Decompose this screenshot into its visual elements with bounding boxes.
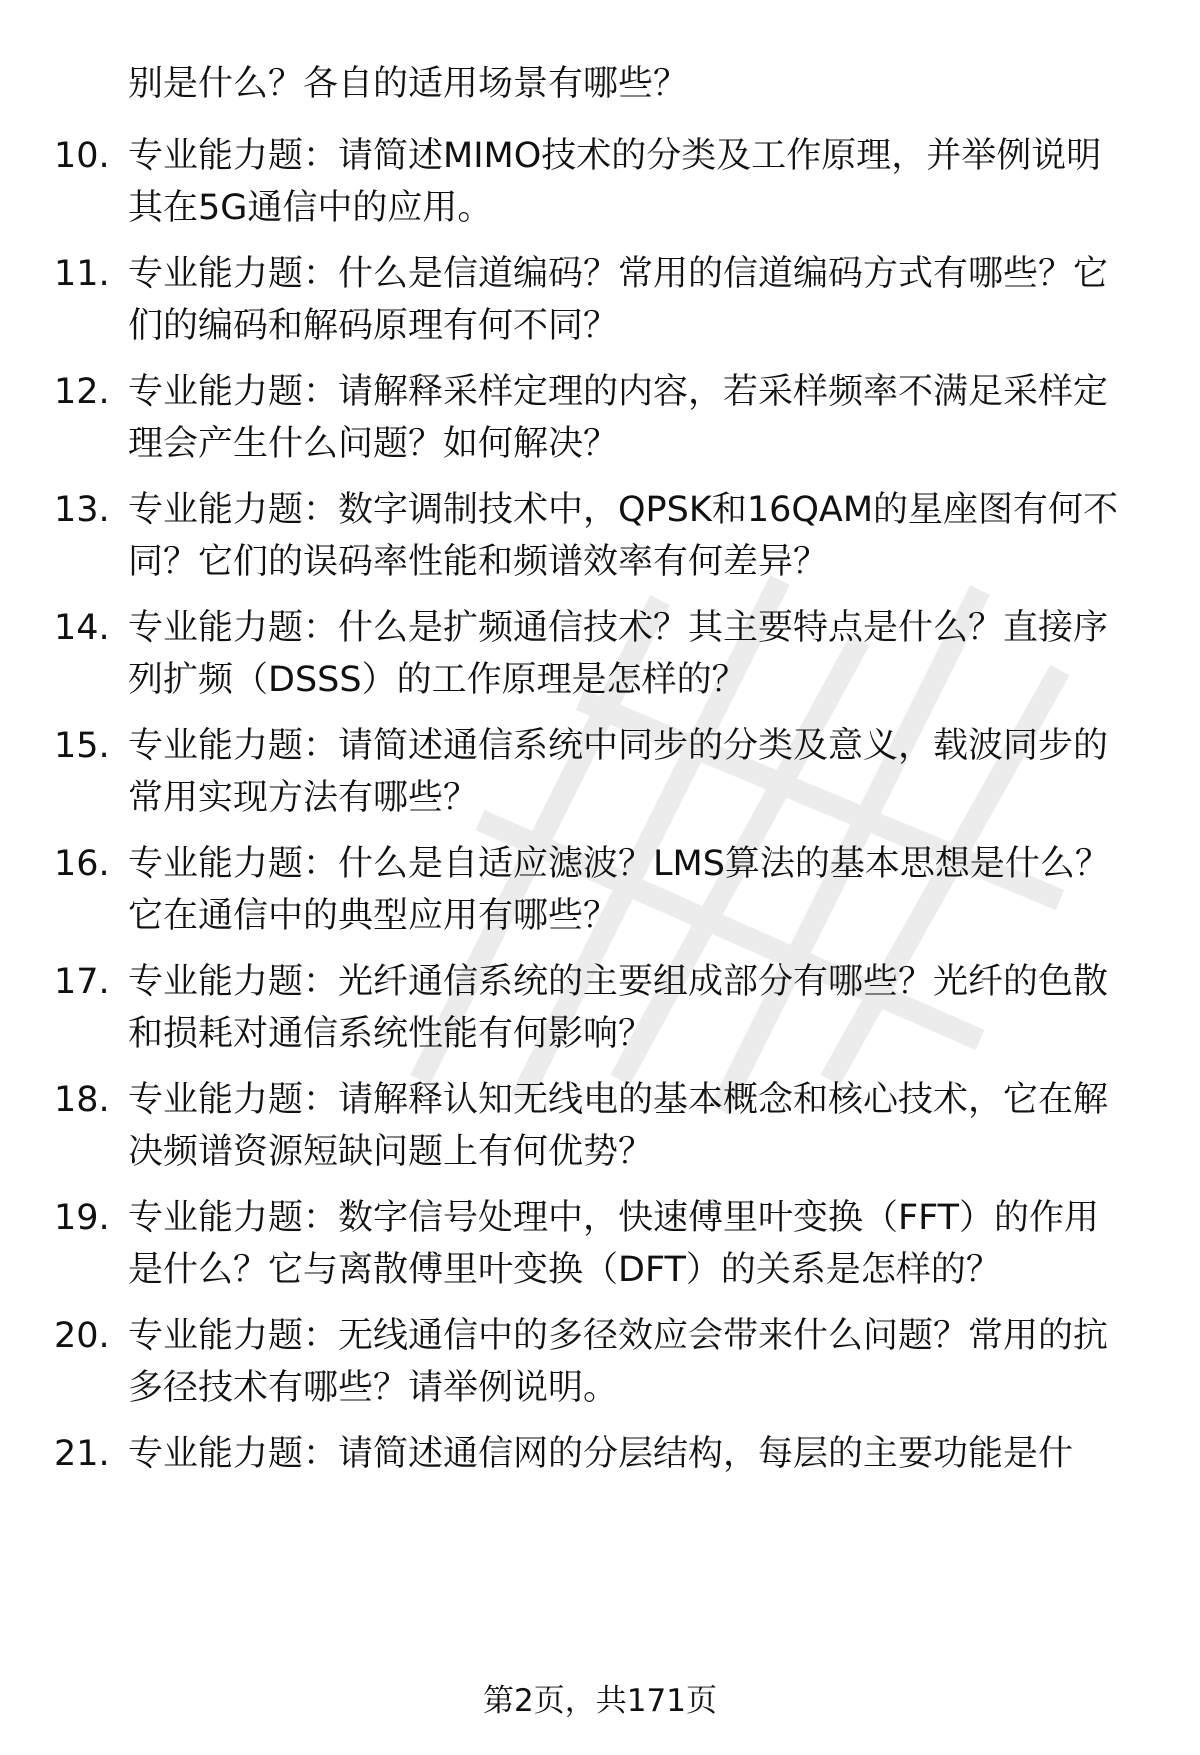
question-text: 专业能力题：请简述MIMO技术的分类及工作原理，并举例说明 其在5G通信中的应用。 xyxy=(128,136,1102,228)
question-text: 专业能力题：什么是自适应滤波？LMS算法的基本思想是什么？ 它在通信中的典型应用有哪些？ xyxy=(128,844,1110,936)
question-number: 14. xyxy=(54,608,110,648)
question-number: 17. xyxy=(54,962,110,1002)
question-text: 专业能力题：光纤通信系统的主要组成部分有哪些？光纤的色散 和损耗对通信系统性能有何影响？ xyxy=(128,962,1109,1054)
question-text: 专业能力题：请简述通信系统中同步的分类及意义，载波同步的 常用实现方法有哪些？ xyxy=(128,726,1109,818)
question-number: 20. xyxy=(54,1316,110,1356)
question-number: 10. xyxy=(54,136,110,176)
continued-question-text: 别是什么？各自的适用场景有哪些？ xyxy=(128,64,689,104)
question-text: 专业能力题：无线通信中的多径效应会带来什么问题？常用的抗 多径技术有哪些？请举例说明。 xyxy=(128,1316,1109,1408)
question-number: 12. xyxy=(54,372,110,412)
question-text: 专业能力题：数字信号处理中，快速傅里叶变换（FFT）的作用 是什么？它与离散傅里叶变换（DFT）的关系是怎样的？ xyxy=(128,1198,1100,1290)
question-number: 18. xyxy=(54,1080,110,1120)
question-number: 11. xyxy=(54,254,110,294)
question-number: 19. xyxy=(54,1198,110,1238)
question-text: 专业能力题：请解释认知无线电的基本概念和核心技术，它在解 决频谱资源短缺问题上有何优势？ xyxy=(128,1080,1109,1172)
question-number: 15. xyxy=(54,726,110,766)
question-text: 专业能力题：请简述通信网的分层结构，每层的主要功能是什 xyxy=(128,1434,1074,1474)
question-text: 专业能力题：数字调制技术中，QPSK和16QAM的星座图有何不 同？它们的误码率性能和频谱效率有何差异？ xyxy=(128,490,1119,582)
question-number: 21. xyxy=(54,1434,110,1474)
question-text: 专业能力题：什么是扩频通信技术？其主要特点是什么？直接序 列扩频（DSSS）的工作原理是怎样的？ xyxy=(128,608,1109,700)
question-number: 16. xyxy=(54,844,110,884)
question-number: 13. xyxy=(54,490,110,530)
page-footer: 第2页，共171页 xyxy=(483,1683,717,1719)
question-text: 专业能力题：什么是信道编码？常用的信道编码方式有哪些？它 们的编码和解码原理有何不同？ xyxy=(128,254,1109,346)
question-text: 专业能力题：请解释采样定理的内容，若采样频率不满足采样定 理会产生什么问题？如何解决？ xyxy=(128,372,1109,464)
